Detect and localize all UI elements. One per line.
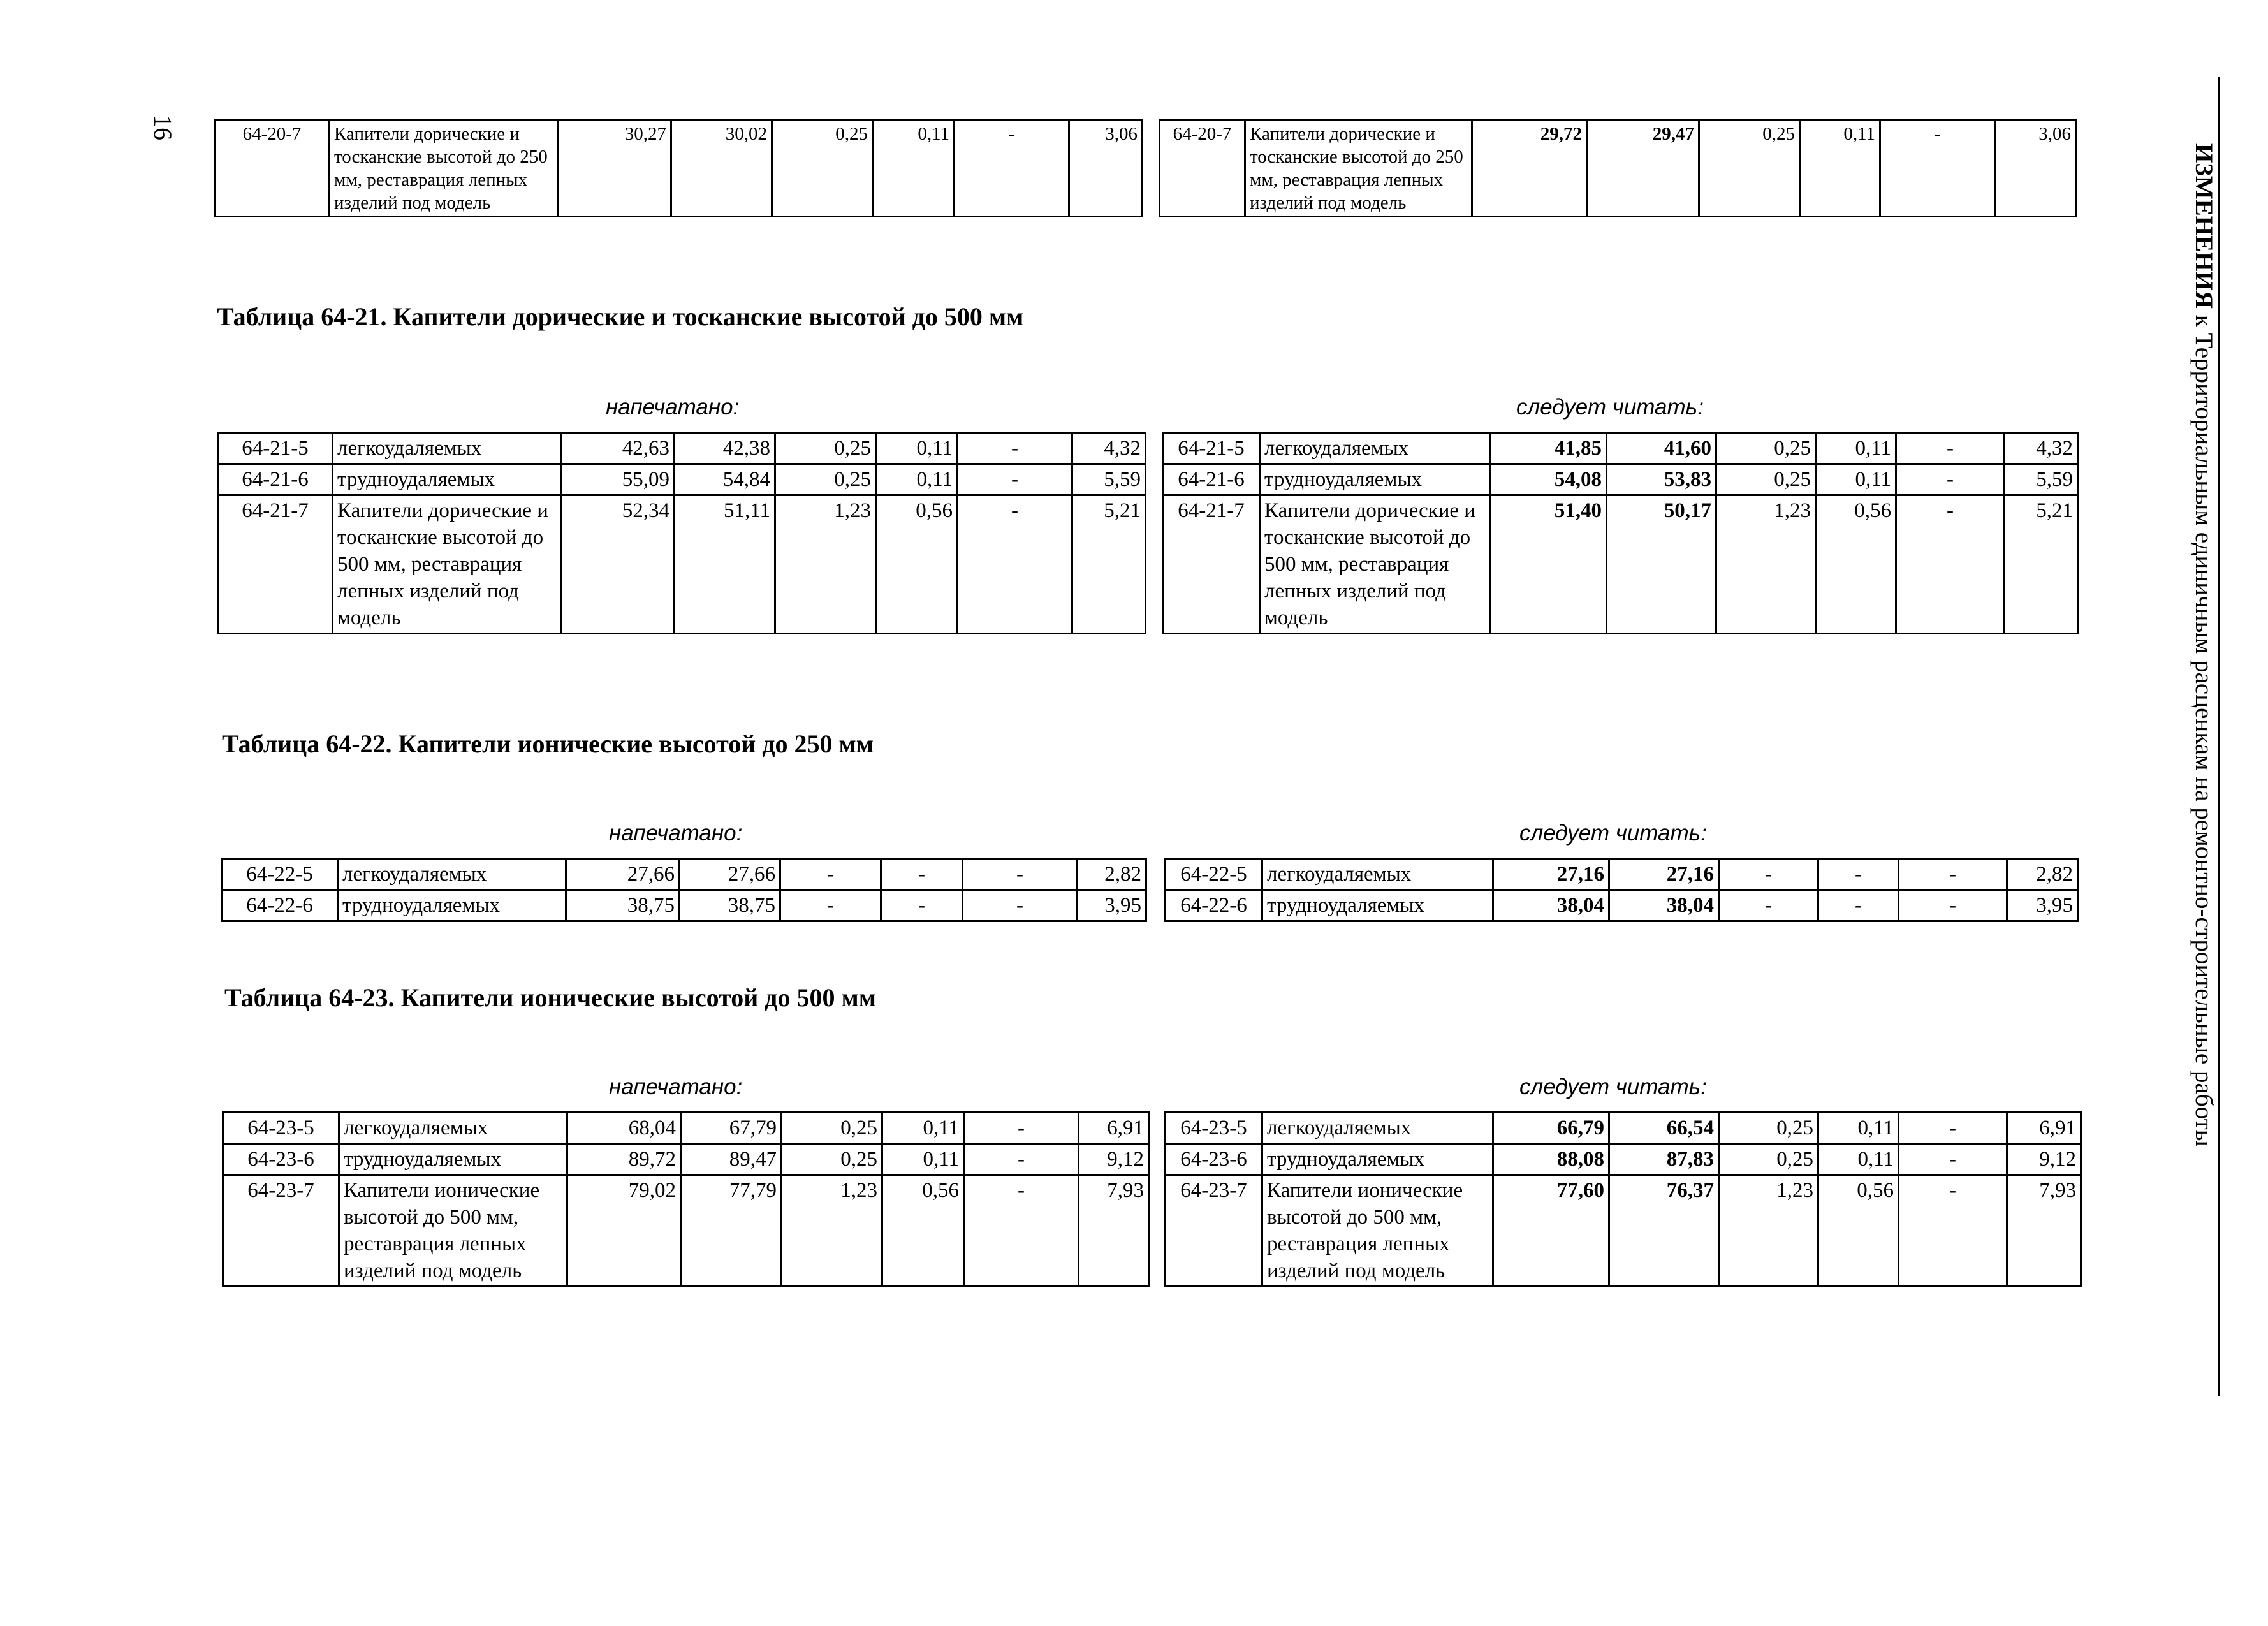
table-row [218,495,1146,634]
table-64-21-printed [217,432,1146,634]
side-title-rule [2218,77,2220,1396]
value-cell: 0,25 [775,464,876,495]
table-row [1166,1175,2081,1287]
value-cell: 0,25 [1699,121,1800,217]
value-cell: 0,56 [1816,495,1896,634]
value-cell: - [780,859,881,890]
value-cell: - [1880,121,1995,217]
table-64-20-corrected [1159,119,2077,217]
value-cell: 29,72 [1472,121,1587,217]
value-cell: 3,95 [1078,890,1146,921]
value-cell: 68,04 [567,1113,681,1144]
value-cell: 1,23 [782,1175,882,1287]
value-cell: 27,66 [566,859,680,890]
work-name-cell: Капители дорические и тосканские высотой до 500 мм, реставрация лепных изделий под модель [1260,495,1491,634]
table-row [215,121,1143,217]
value-cell: - [964,1144,1079,1175]
value-cell: 0,11 [876,433,958,464]
value-cell: 66,54 [1609,1113,1719,1144]
table-row [218,464,1146,495]
value-cell: 0,11 [1816,464,1896,495]
value-cell: - [1818,859,1899,890]
value-cell: 0,25 [1716,464,1816,495]
value-cell: 27,16 [1609,859,1719,890]
value-cell: 0,25 [782,1144,882,1175]
value-cell: 27,16 [1493,859,1609,890]
work-name-cell: трудноудаляемых [1260,464,1491,495]
side-title-rest: к Территориальным единичным расценкам на ремонтно-строительные работы [2190,308,2218,1146]
table-row [1160,121,2076,217]
page-number: 16 [149,115,177,140]
value-cell: - [963,859,1078,890]
value-cell: 9,12 [2007,1144,2081,1175]
value-cell: 0,56 [882,1175,964,1287]
value-cell: 52,34 [561,495,675,634]
caption-corrected-64-22: следует читать: [1519,821,1707,846]
value-cell: 3,06 [1995,121,2076,217]
value-cell: 1,23 [1719,1175,1818,1287]
table-row [218,433,1146,464]
table-row [1163,433,2078,464]
value-cell: 54,08 [1491,464,1607,495]
value-cell: 0,11 [1818,1144,1899,1175]
value-cell: 66,79 [1493,1113,1609,1144]
rate-code-cell: 64-20-7 [1160,121,1245,217]
table-row [1166,1144,2081,1175]
value-cell: 0,11 [1800,121,1880,217]
value-cell: 4,32 [2005,433,2078,464]
work-name-cell: Капители дорические и тосканские высотой до 500 мм, реставрация лепных изделий под модель [333,495,561,634]
table-64-23-corrected [1164,1111,2082,1287]
value-cell: 9,12 [1079,1144,1149,1175]
value-cell: 6,91 [1079,1113,1149,1144]
table-64-22-heading: Таблица 64-22. Капители ионические высотой до 250 мм [222,729,874,758]
rate-code-cell: 64-21-7 [218,495,333,634]
rate-code-cell: 64-21-5 [218,433,333,464]
rate-code-cell: 64-23-7 [223,1175,339,1287]
value-cell: 6,91 [2007,1113,2081,1144]
value-cell: 42,63 [561,433,675,464]
work-name-cell: Капители дорические и тосканские высотой до 250 мм, реставрация лепных изделий под модель [1245,121,1472,217]
value-cell: 0,11 [882,1113,964,1144]
value-cell: 77,79 [681,1175,782,1287]
value-cell: 0,11 [1816,433,1896,464]
value-cell: 41,60 [1607,433,1716,464]
work-name-cell: легкоудаляемых [1260,433,1491,464]
value-cell: 0,56 [1818,1175,1899,1287]
table-row [223,1175,1149,1287]
rate-code-cell: 64-22-5 [1166,859,1262,890]
value-cell: 89,47 [681,1144,782,1175]
rate-code-cell: 64-21-6 [1163,464,1260,495]
caption-printed-64-21: напечатано: [606,395,740,420]
work-name-cell: трудноудаляемых [333,464,561,495]
table-64-21-heading: Таблица 64-21. Капители дорические и тосканские высотой до 500 мм [217,302,1024,331]
table-64-22-corrected [1164,858,2079,922]
table-row [222,890,1146,921]
value-cell: 38,75 [566,890,680,921]
value-cell: 1,23 [775,495,876,634]
value-cell: 2,82 [2007,859,2078,890]
caption-corrected-64-21: следует читать: [1516,395,1704,420]
value-cell: - [1899,1175,2007,1287]
value-cell: 53,83 [1607,464,1716,495]
value-cell: - [780,890,881,921]
work-name-cell: Капители ионические высотой до 500 мм, реставрация лепных изделий под модель [339,1175,567,1287]
value-cell: 2,82 [1078,859,1146,890]
rate-code-cell: 64-21-7 [1163,495,1260,634]
value-cell: 87,83 [1609,1144,1719,1175]
work-name-cell: трудноудаляемых [1262,1144,1493,1175]
value-cell: - [881,859,963,890]
value-cell: - [1818,890,1899,921]
value-cell: 76,37 [1609,1175,1719,1287]
rate-code-cell: 64-23-7 [1166,1175,1262,1287]
value-cell: 0,25 [1716,433,1816,464]
value-cell: - [1899,1144,2007,1175]
value-cell: 51,11 [675,495,775,634]
work-name-cell: Капители дорические и тосканские высотой до 250 мм, реставрация лепных изделий под модель [330,121,558,217]
table-64-23-printed [222,1111,1150,1287]
value-cell: 0,25 [772,121,873,217]
table-row [223,1113,1149,1144]
document-side-title [2184,143,2223,1514]
work-name-cell: Капители ионические высотой до 500 мм, реставрация лепных изделий под модель [1262,1175,1493,1287]
value-cell: 30,27 [558,121,671,217]
work-name-cell: легкоудаляемых [339,1113,567,1144]
value-cell: 7,93 [2007,1175,2081,1287]
value-cell: 7,93 [1079,1175,1149,1287]
value-cell: - [963,890,1078,921]
value-cell: - [1896,433,2005,464]
value-cell: 0,11 [876,464,958,495]
value-cell: 3,95 [2007,890,2078,921]
value-cell: 38,04 [1493,890,1609,921]
table-row [1163,495,2078,634]
value-cell: 89,72 [567,1144,681,1175]
work-name-cell: легкоудаляемых [1262,1113,1493,1144]
table-64-21-corrected [1162,432,2079,634]
value-cell: 38,75 [680,890,780,921]
value-cell: 5,21 [2005,495,2078,634]
value-cell: - [1719,890,1818,921]
rate-code-cell: 64-21-6 [218,464,333,495]
work-name-cell: легкоудаляемых [1262,859,1493,890]
value-cell: 55,09 [561,464,675,495]
value-cell: 30,02 [671,121,772,217]
value-cell: 0,25 [782,1113,882,1144]
value-cell: 1,23 [1716,495,1816,634]
value-cell: 67,79 [681,1113,782,1144]
value-cell: 0,25 [775,433,876,464]
value-cell: 4,32 [1072,433,1146,464]
value-cell: 0,56 [876,495,958,634]
value-cell: - [958,495,1072,634]
table-row [1166,1113,2081,1144]
table-row [222,859,1146,890]
value-cell: - [958,464,1072,495]
value-cell: 5,21 [1072,495,1146,634]
table-64-23-heading: Таблица 64-23. Капители ионические высотой до 500 мм [224,983,876,1012]
work-name-cell: легкоудаляемых [333,433,561,464]
rate-code-cell: 64-23-6 [1166,1144,1262,1175]
value-cell: 79,02 [567,1175,681,1287]
rate-code-cell: 64-21-5 [1163,433,1260,464]
value-cell: 0,25 [1719,1113,1818,1144]
value-cell: - [1899,859,2007,890]
value-cell: 77,60 [1493,1175,1609,1287]
work-name-cell: трудноудаляемых [338,890,566,921]
side-title-bold: ИЗМЕНЕНИЯ [2190,143,2218,309]
value-cell: 5,59 [1072,464,1146,495]
value-cell: - [964,1113,1079,1144]
value-cell: - [955,121,1069,217]
value-cell: 5,59 [2005,464,2078,495]
value-cell: 42,38 [675,433,775,464]
work-name-cell: трудноудаляемых [339,1144,567,1175]
value-cell: - [1896,464,2005,495]
caption-printed-64-23: напечатано: [609,1074,743,1099]
value-cell: 0,11 [882,1144,964,1175]
rate-code-cell: 64-20-7 [215,121,330,217]
value-cell: 88,08 [1493,1144,1609,1175]
value-cell: 0,25 [1719,1144,1818,1175]
value-cell: 51,40 [1491,495,1607,634]
table-row [223,1144,1149,1175]
value-cell: 38,04 [1609,890,1719,921]
value-cell: 29,47 [1587,121,1699,217]
rate-code-cell: 64-22-6 [1166,890,1262,921]
value-cell: 41,85 [1491,433,1607,464]
value-cell: 0,11 [1818,1113,1899,1144]
table-row [1163,464,2078,495]
value-cell: - [964,1175,1079,1287]
caption-printed-64-22: напечатано: [609,821,743,846]
rate-code-cell: 64-23-5 [1166,1113,1262,1144]
value-cell: - [1899,1113,2007,1144]
table-row [1166,859,2078,890]
table-64-22-printed [221,858,1147,922]
rate-code-cell: 64-22-5 [222,859,338,890]
value-cell: 3,06 [1069,121,1143,217]
value-cell: - [881,890,963,921]
value-cell: - [958,433,1072,464]
rate-code-cell: 64-23-6 [223,1144,339,1175]
value-cell: - [1899,890,2007,921]
table-row [1166,890,2078,921]
rate-code-cell: 64-23-5 [223,1113,339,1144]
work-name-cell: трудноудаляемых [1262,890,1493,921]
caption-corrected-64-23: следует читать: [1519,1074,1707,1099]
table-64-20-printed [214,119,1143,217]
value-cell: - [1719,859,1818,890]
value-cell: 0,11 [873,121,955,217]
rate-code-cell: 64-22-6 [222,890,338,921]
value-cell: - [1896,495,2005,634]
work-name-cell: легкоудаляемых [338,859,566,890]
value-cell: 50,17 [1607,495,1716,634]
value-cell: 54,84 [675,464,775,495]
value-cell: 27,66 [680,859,780,890]
